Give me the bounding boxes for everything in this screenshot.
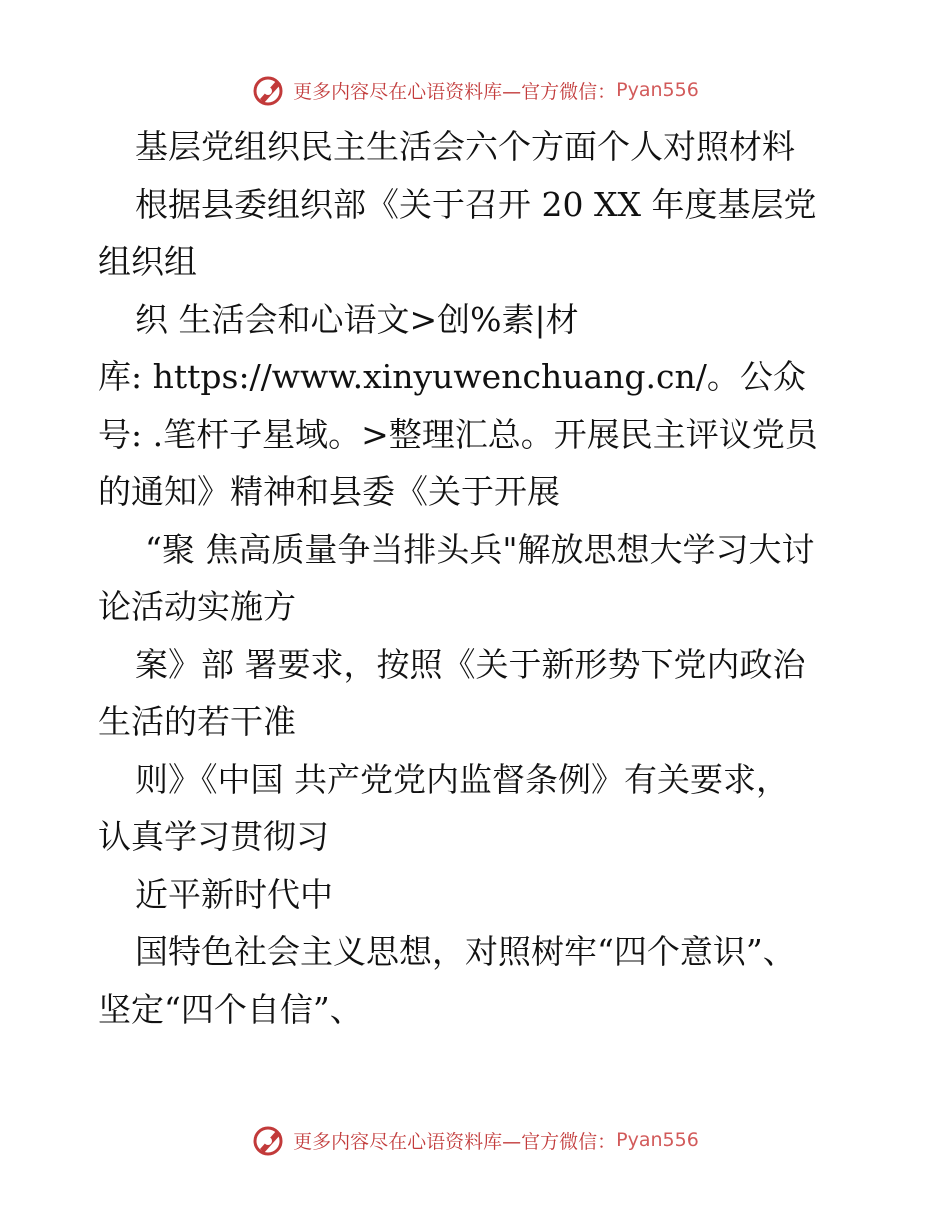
document-body: [98, 118, 868, 1038]
paragraph-line: 根据县委组织部《关于召开 20 XX 年度基层党: [135, 184, 817, 224]
paragraph-line: 论活动实施方: [98, 587, 296, 626]
footer-banner-text: 更多内容尽在心语资料库—官方微信：: [293, 1130, 617, 1153]
paragraph-line: 近平新时代中: [135, 874, 333, 914]
paragraph-line: 的通知》精神和县委《关于开展: [98, 472, 560, 511]
document-title: 基层党组织民主生活会六个方面个人对照材料: [135, 127, 795, 166]
pen-logo-icon: [251, 1122, 287, 1158]
paragraph-line: 国特色社会主义思想，对照树牢“四个意识”、: [135, 932, 796, 971]
paragraph-line: 组织组: [98, 242, 197, 281]
paragraph-line: 织 生活会和心语文>创%素|材: [135, 299, 579, 339]
paragraph-line: 则》《中国 共产党党内监督条例》有关要求，: [135, 759, 789, 799]
paragraph-line: 库: https://www.xinyuwenchuang.cn/。公众: [98, 357, 806, 396]
header-banner-text: 更多内容尽在心语资料库—官方微信：: [293, 80, 617, 103]
paragraph-line: 号: .笔杆子星域。>整理汇总。开展民主评议党员: [98, 414, 818, 454]
paragraph-line: 认真学习贯彻习: [98, 817, 329, 856]
footer-wechat-id: Pyan556: [616, 1129, 699, 1151]
header-wechat-id: Pyan556: [616, 79, 699, 101]
paragraph-line: 坚定“四个自信”、: [98, 989, 363, 1029]
paragraph-line: 案》部 署要求，按照《关于新形势下党内政治: [135, 644, 806, 684]
pen-logo-icon: [251, 72, 287, 108]
header-banner: [0, 70, 950, 110]
paragraph-line: 生活的若干准: [98, 702, 296, 741]
footer-banner: [0, 1120, 950, 1160]
paragraph-line: “聚 焦高质量争当排头兵"解放思想大学习大讨: [145, 529, 815, 569]
